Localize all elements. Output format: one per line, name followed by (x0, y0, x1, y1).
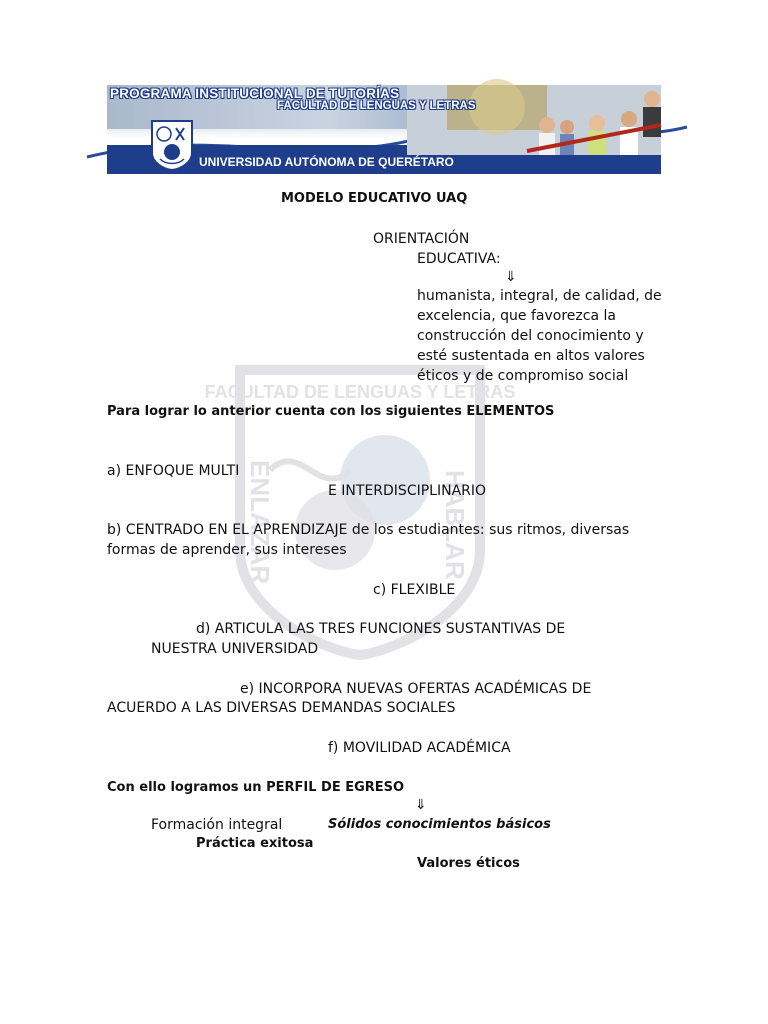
elements-intro: Para lograr lo anterior cuenta con los siguientes ELEMENTOS (107, 404, 555, 419)
uaq-seal-icon (150, 119, 194, 171)
valores-eticos: Valores éticos (417, 856, 520, 871)
item-e-line2: ACUERDO A LAS DIVERSAS DEMANDAS SOCIALES (107, 700, 456, 716)
item-b-text: de los estudiantes: sus ritmos, diversas formas de aprender, sus intereses (107, 522, 630, 558)
university-name: UNIVERSIDAD AUTÓNOMA DE QUERÉTARO (199, 155, 454, 169)
students-photo (407, 85, 661, 155)
orientation-description: humanista, integral, de calidad, de excelencia, que favorezca la construcción del conocimiento y esté sustentada en altos valores éticos y de compromiso social (417, 288, 662, 384)
faculty-title: FACULTAD DE LENGUAS Y LETRAS (277, 100, 476, 112)
formacion-integral: Formación integral (151, 817, 283, 833)
watermark-right-text: HABLAR (440, 470, 470, 580)
item-d-line1: d) ARTICULA LAS TRES FUNCIONES SUSTANTIVAS DE (196, 621, 566, 637)
item-a-line1: a) ENFOQUE MULTI (107, 463, 240, 479)
item-b (107, 520, 667, 560)
program-title: PROGRAMA INSTITUCIONAL DE TUTORÍAS (110, 86, 400, 101)
down-arrow-icon-2: ⇓ (415, 797, 427, 813)
solidos-conocimientos: Sólidos conocimientos básicos (328, 817, 551, 832)
item-c: c) FLEXIBLE (373, 582, 456, 598)
document-heading: MODELO EDUCATIVO UAQ (281, 191, 468, 206)
item-b-title: b) CENTRADO EN EL APRENDIZAJE (107, 522, 348, 538)
practica-exitosa: Práctica exitosa (196, 836, 314, 851)
perfil-egreso: Con ello logramos un PERFIL DE EGRESO (107, 780, 405, 795)
down-arrow-icon: ⇓ (505, 269, 517, 285)
watermark-top-text: FACULTAD DE LENGUAS Y LETRAS (204, 382, 516, 402)
item-a-line2: E INTERDISCIPLINARIO (328, 483, 487, 499)
educativa-label: EDUCATIVA: (417, 251, 501, 267)
item-f: f) MOVILIDAD ACADÉMICA (328, 740, 511, 756)
watermark-left-text: ENLAZAR (245, 460, 275, 585)
item-d-line2: NUESTRA UNIVERSIDAD (151, 641, 319, 657)
item-e-line1: e) INCORPORA NUEVAS OFERTAS ACADÉMICAS DE (240, 681, 592, 697)
header-banner (107, 85, 661, 174)
orientation-label: ORIENTACIÓN (373, 231, 470, 247)
